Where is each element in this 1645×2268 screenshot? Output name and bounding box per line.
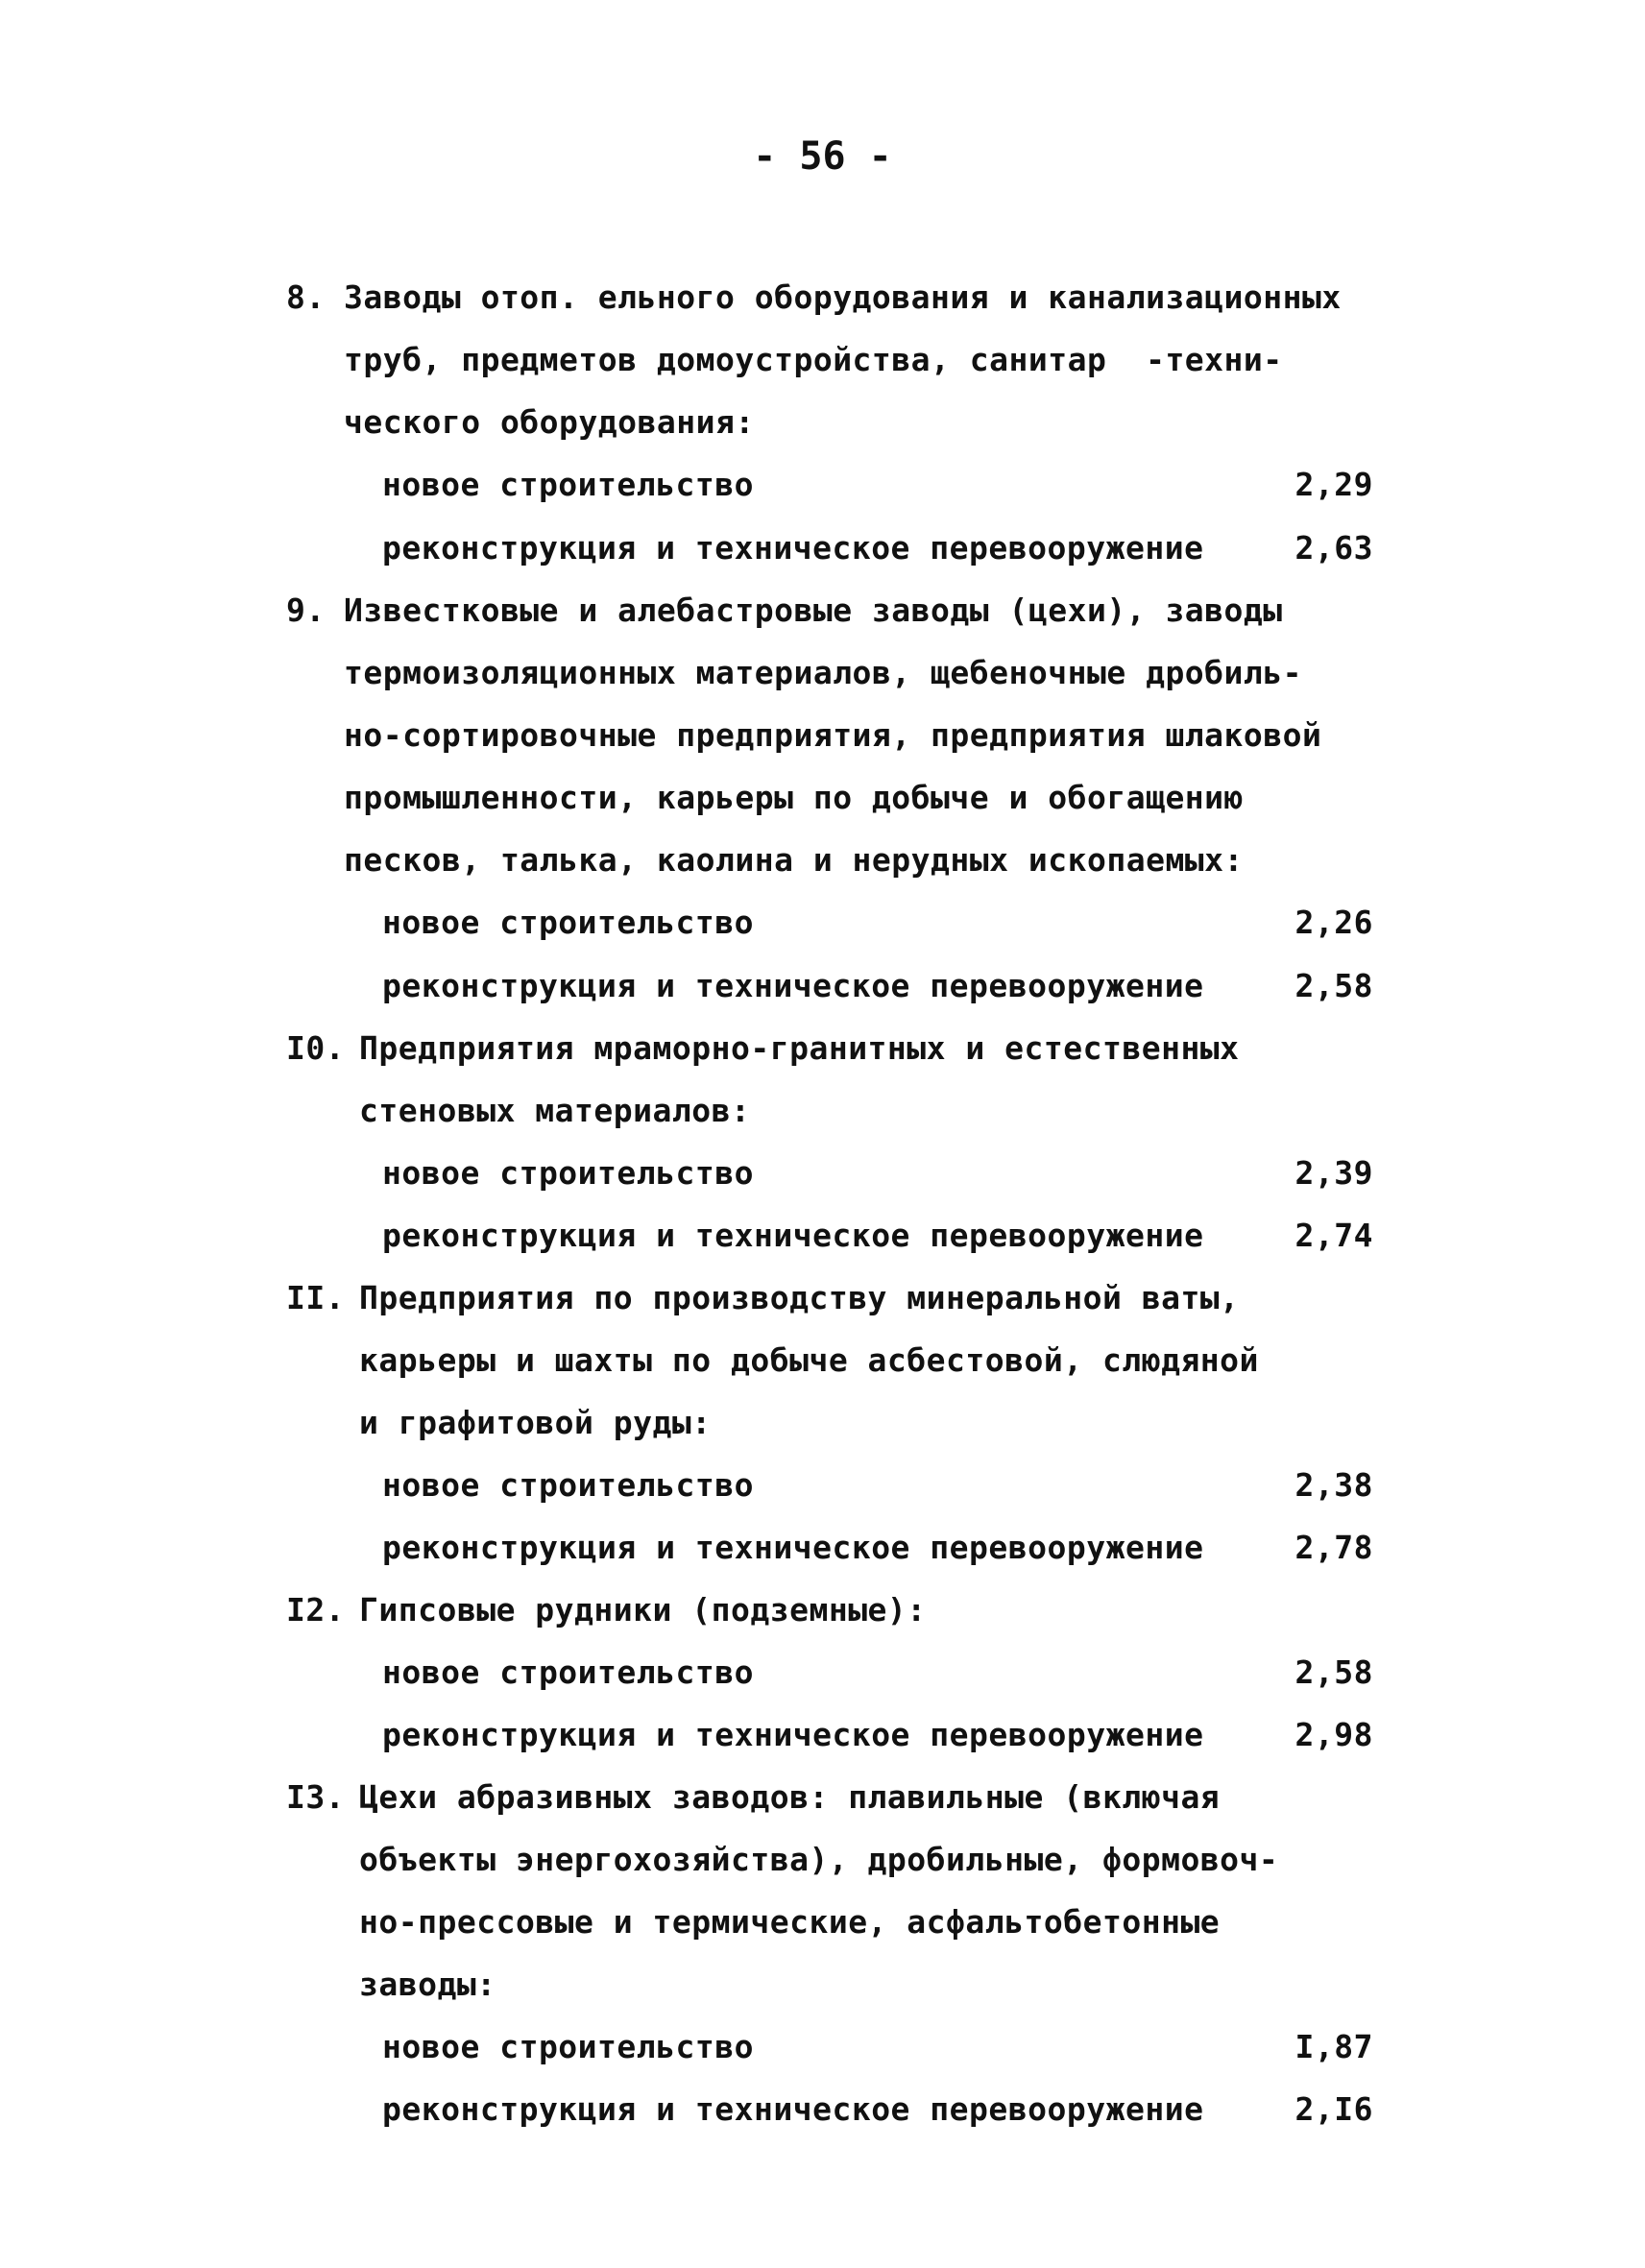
item-text-line: стеновых материалов:: [359, 1092, 751, 1129]
row-label: реконструкция и техническое перевооружение: [382, 967, 1204, 1004]
item-text-line: но-сортировочные предприятия, предприятия шлаковой: [344, 716, 1322, 754]
row-value: 2,38: [1294, 1466, 1373, 1504]
item-text-line: труб, предметов домоустройства, санитар -техни-: [344, 341, 1283, 378]
row-value: 2,I6: [1294, 2090, 1373, 2128]
row-label: новое строительство: [382, 904, 754, 941]
item-number: 8.: [286, 278, 326, 316]
row-label: реконструкция и техническое перевооружение: [382, 1217, 1204, 1254]
item-text-line: термоизоляционных материалов, щебеночные дробиль-: [344, 654, 1303, 691]
item-text-line: ческого оборудования:: [344, 403, 755, 441]
item-text-line: Гипсовые рудники (подземные):: [359, 1591, 927, 1629]
row-value: 2,98: [1294, 1716, 1373, 1753]
item-number: I0.: [286, 1029, 346, 1067]
item-text-line: но-прессовые и термические, асфальтобетонные: [359, 1903, 1221, 1941]
item-text-line: объекты энергохозяйства), дробильные, формовоч-: [359, 1841, 1279, 1878]
row-label: новое строительство: [382, 1653, 754, 1691]
row-value: 2,58: [1294, 1653, 1373, 1691]
item-text-line: карьеры и шахты по добыче асбестовой, слюдяной: [359, 1341, 1259, 1379]
item-number: I2.: [286, 1591, 346, 1629]
row-label: реконструкция и техническое перевооружение: [382, 2090, 1204, 2128]
item-text-line: Предприятия мраморно-гранитных и естественных: [359, 1029, 1240, 1067]
row-value: I,87: [1294, 2028, 1373, 2065]
row-label: реконструкция и техническое перевооружение: [382, 529, 1204, 567]
item-number: I3.: [286, 1778, 346, 1816]
row-label: реконструкция и техническое перевооружение: [382, 1529, 1204, 1566]
row-label: реконструкция и техническое перевооружение: [382, 1716, 1204, 1753]
row-label: новое строительство: [382, 2028, 754, 2065]
row-value: 2,63: [1294, 529, 1373, 567]
row-value: 2,29: [1294, 466, 1373, 503]
row-label: новое строительство: [382, 1154, 754, 1192]
row-value: 2,26: [1294, 904, 1373, 941]
row-label: новое строительство: [382, 1466, 754, 1504]
page-number: - 56 -: [753, 134, 892, 179]
row-value: 2,74: [1294, 1217, 1373, 1254]
item-text-line: промышленности, карьеры по добыче и обогащению: [344, 779, 1244, 816]
item-text-line: Предприятия по производству минеральной ваты,: [359, 1279, 1240, 1316]
row-value: 2,58: [1294, 967, 1373, 1004]
row-label: новое строительство: [382, 466, 754, 503]
row-value: 2,78: [1294, 1529, 1373, 1566]
item-text-line: песков, талька, каолина и нерудных ископаемых:: [344, 841, 1244, 879]
item-number: 9.: [286, 591, 326, 629]
item-text-line: Заводы отоп. ельного оборудования и канализационных: [344, 278, 1342, 316]
item-number: II.: [286, 1279, 346, 1316]
item-text-line: заводы:: [359, 1966, 496, 2003]
item-text-line: и графитовой руды:: [359, 1404, 712, 1441]
item-text-line: Известковые и алебастровые заводы (цехи), заводы: [344, 591, 1283, 629]
item-text-line: Цехи абразивных заводов: плавильные (включая: [359, 1778, 1221, 1816]
row-value: 2,39: [1294, 1154, 1373, 1192]
